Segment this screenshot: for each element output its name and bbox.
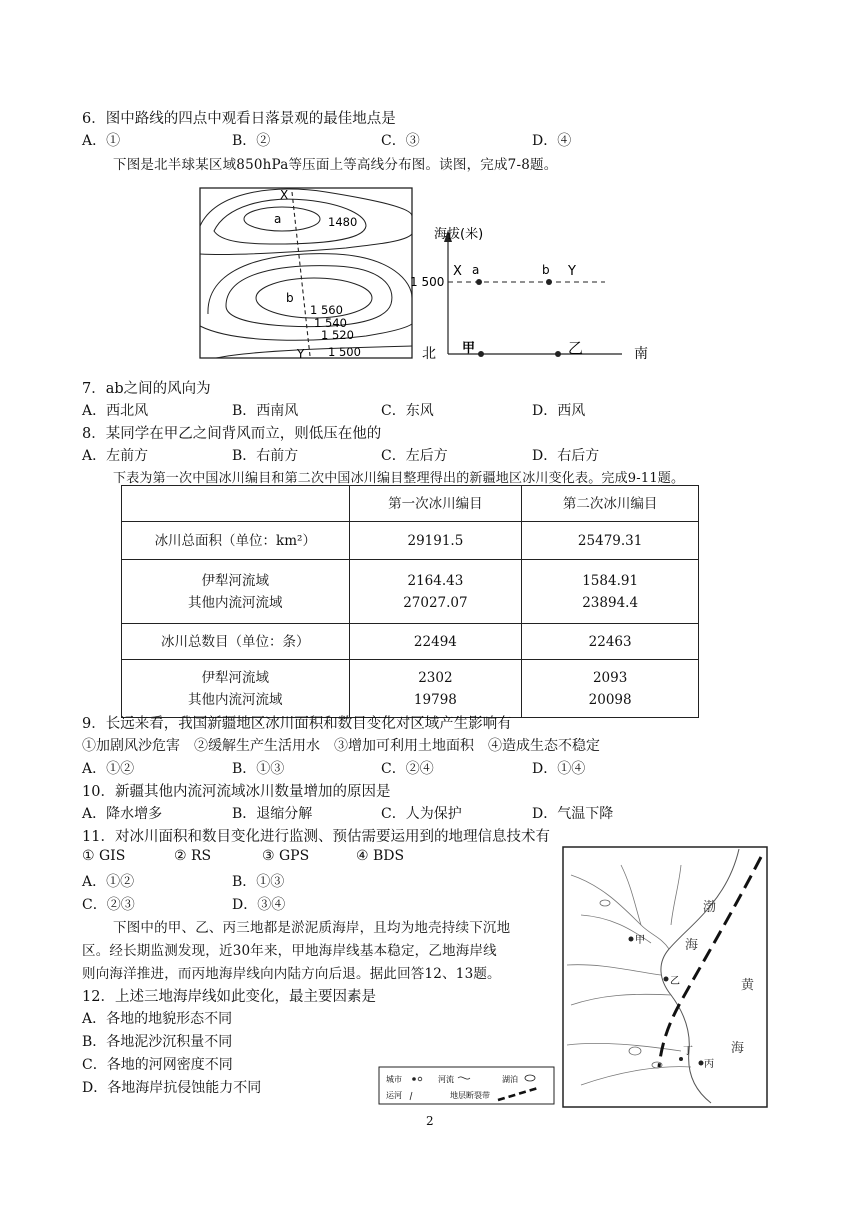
area-sub-label-yili: 伊犁河流域 — [201, 572, 270, 589]
fig1-label-b: b — [286, 291, 294, 305]
legend-city: 城市 — [386, 1075, 402, 1084]
q7-option-a: A．西北风 — [82, 403, 149, 419]
legend-lake: 湖泊 — [502, 1075, 518, 1084]
q7-option-c: C．东风 — [381, 403, 434, 419]
count-second: 22463 — [522, 624, 699, 660]
coastal-map-figure — [561, 845, 771, 1110]
q10-option-b: B．退缩分解 — [232, 806, 313, 822]
table-header-first: 第一次冰川编目 — [349, 486, 522, 522]
fig2-south: 南 — [634, 346, 648, 362]
q6-option-b: B．② — [232, 133, 271, 149]
q7-option-b: B．西南风 — [232, 403, 299, 419]
area-label: 冰川总面积（单位：km²） — [122, 522, 350, 560]
q9-option-b: B．①③ — [232, 761, 285, 777]
contour-map-figure — [196, 186, 418, 362]
intro-12-13-line-2: 区。经长期监测发现，近30年来，甲地海岸线基本稳定，乙地海岸线 — [82, 943, 497, 959]
fig2-point-jia: 甲 — [462, 341, 476, 356]
fig2-level-label: 1 500 — [410, 275, 445, 289]
area-second: 25479.31 — [522, 522, 699, 560]
q12-option-b: B．各地泥沙沉积量不同 — [82, 1034, 233, 1050]
q8-option-b: B．右前方 — [232, 448, 299, 464]
map-sea-char-1: 渤 — [703, 900, 717, 915]
q11-stem: 11．对冰川面积和数目变化进行监测、预估需要运用到的地理信息技术有 — [82, 829, 550, 845]
area-sub-second-yili: 1584.91 — [582, 572, 639, 589]
q12-option-a: A．各地的地貌形态不同 — [82, 1011, 233, 1027]
fig1-label-a: a — [274, 212, 282, 226]
fig2-point-x: X — [453, 264, 462, 279]
map-legend — [378, 1066, 556, 1106]
area-first: 29191.5 — [349, 522, 522, 560]
fig2-point-y: Y — [568, 264, 576, 279]
q8-option-c: C．左后方 — [381, 448, 448, 464]
q6-stem: 6．图中路线的四点中观看日落景观的最佳地点是 — [82, 111, 396, 127]
count-label: 冰川总数目（单位：条） — [122, 624, 350, 660]
q11-option-d: D．③④ — [232, 897, 286, 913]
table-header-blank — [122, 486, 350, 522]
q10-option-d: D．气温下降 — [532, 806, 614, 822]
map-place-bing: 丙 — [704, 1059, 714, 1070]
table-header-row — [122, 486, 699, 522]
map-sea-char-2: 海 — [685, 938, 699, 953]
intro-9-11: 下表为第一次中国冰川编目和第二次中国冰川编目整理得出的新疆地区冰川变化表。完成9-11题。 — [113, 471, 685, 486]
q10-option-c: C．人为保护 — [381, 806, 462, 822]
map-sea-char-4: 海 — [731, 1041, 745, 1056]
q8-stem: 8．某同学在甲乙之间背风而立，则低压在他的 — [82, 426, 382, 442]
q6-option-d: D．④ — [532, 133, 572, 149]
map-sea-char-3: 黄 — [741, 978, 755, 993]
glacier-change-table — [121, 485, 699, 718]
count-sub-label-yili: 伊犁河流域 — [201, 669, 270, 686]
table-row — [122, 522, 699, 560]
q12-stem: 12．上述三地海岸线如此变化，最主要因素是 — [82, 989, 376, 1005]
q6-option-a: A．① — [82, 133, 121, 149]
q9-stem: 9．长远来看，我国新疆地区冰川面积和数目变化对区域产生影响有 — [82, 716, 512, 732]
count-sub-second-yili: 2093 — [592, 669, 628, 686]
q7-stem: 7．ab之间的风向为 — [82, 381, 211, 397]
map-place-ding: 丁 — [683, 1046, 693, 1057]
count-sub-first-yili: 2302 — [418, 669, 453, 686]
q12-option-c: C．各地的河网密度不同 — [82, 1057, 233, 1073]
count-sub-second-other: 20098 — [588, 691, 632, 708]
legend-river: 河流 — [438, 1075, 454, 1084]
area-sub-label-other: 其他内流河流域 — [188, 594, 283, 611]
table-header-second: 第二次冰川编目 — [522, 486, 699, 522]
count-sub-first-other: 19798 — [413, 691, 457, 708]
q11-choice-2: ② RS — [174, 848, 212, 864]
area-sub-first-other: 27027.07 — [403, 594, 468, 611]
count-first: 22494 — [349, 624, 522, 660]
fig2-point-yi: 乙 — [568, 339, 584, 357]
elevation-profile-figure — [410, 218, 660, 368]
fig2-point-a: a — [472, 263, 480, 277]
area-sub-second-other: 23894.4 — [582, 594, 639, 611]
table-row — [122, 660, 699, 718]
fig2-point-b: b — [542, 263, 550, 277]
table-row — [122, 624, 699, 660]
fig1-label-x: X — [280, 188, 289, 202]
q11-option-b: B．①③ — [232, 874, 285, 890]
count-sub-label-other: 其他内流河流域 — [188, 691, 283, 708]
intro-12-13-line-1: 下图中的甲、乙、丙三地都是淤泥质海岸，且均为地壳持续下沉地 — [113, 920, 511, 936]
map-place-yi: 乙 — [670, 976, 680, 987]
q6-option-c: C．③ — [381, 133, 420, 149]
legend-canal: 运河 — [386, 1091, 402, 1100]
fig2-north: 北 — [422, 346, 436, 362]
q9-choices: ①加剧风沙危害 ②缓解生产生活用水 ③增加可利用土地面积 ④造成生态不稳定 — [82, 738, 600, 754]
q12-option-d: D．各地海岸抗侵蚀能力不同 — [82, 1080, 262, 1096]
fig1-contour-1560: 1 560 — [310, 303, 343, 317]
legend-fault: 地层断裂带 — [450, 1091, 490, 1100]
fig1-contour-1520: 1 520 — [321, 328, 354, 342]
q10-stem: 10．新疆其他内流河流域冰川数量增加的原因是 — [82, 784, 391, 800]
q10-option-a: A．降水增多 — [82, 806, 163, 822]
q9-option-d: D．①④ — [532, 761, 586, 777]
area-sub-first-yili: 2164.43 — [407, 572, 464, 589]
q9-option-c: C．②④ — [381, 761, 434, 777]
q7-option-d: D．西风 — [532, 403, 586, 419]
map-place-jia: 甲 — [635, 935, 645, 946]
fig1-contour-1540: 1 540 — [314, 316, 347, 330]
q11-option-a: A．①② — [82, 874, 135, 890]
intro-7-8: 下图是北半球某区域850hPa等压面上等高线分布图。读图，完成7-8题。 — [113, 157, 558, 173]
q11-choice-3: ③ GPS — [262, 848, 310, 864]
intro-12-13-line-3: 则向海洋推进，而丙地海岸线向内陆方向后退。据此回答12、13题。 — [82, 966, 501, 982]
q8-option-a: A．左前方 — [82, 448, 149, 464]
page-number: 2 — [426, 1114, 434, 1128]
q11-option-c: C．②③ — [82, 897, 135, 913]
q11-choice-1: ① GIS — [82, 848, 126, 864]
q8-option-d: D．右后方 — [532, 448, 600, 464]
fig1-contour-1480: 1480 — [328, 215, 358, 229]
fig2-axis-label: 海拔(米) — [434, 227, 484, 242]
table-row — [122, 560, 699, 624]
fig1-contour-1500: 1 500 — [328, 345, 361, 359]
q9-option-a: A．①② — [82, 761, 135, 777]
fig1-label-y: Y — [297, 347, 305, 361]
q11-choice-4: ④ BDS — [356, 848, 405, 864]
